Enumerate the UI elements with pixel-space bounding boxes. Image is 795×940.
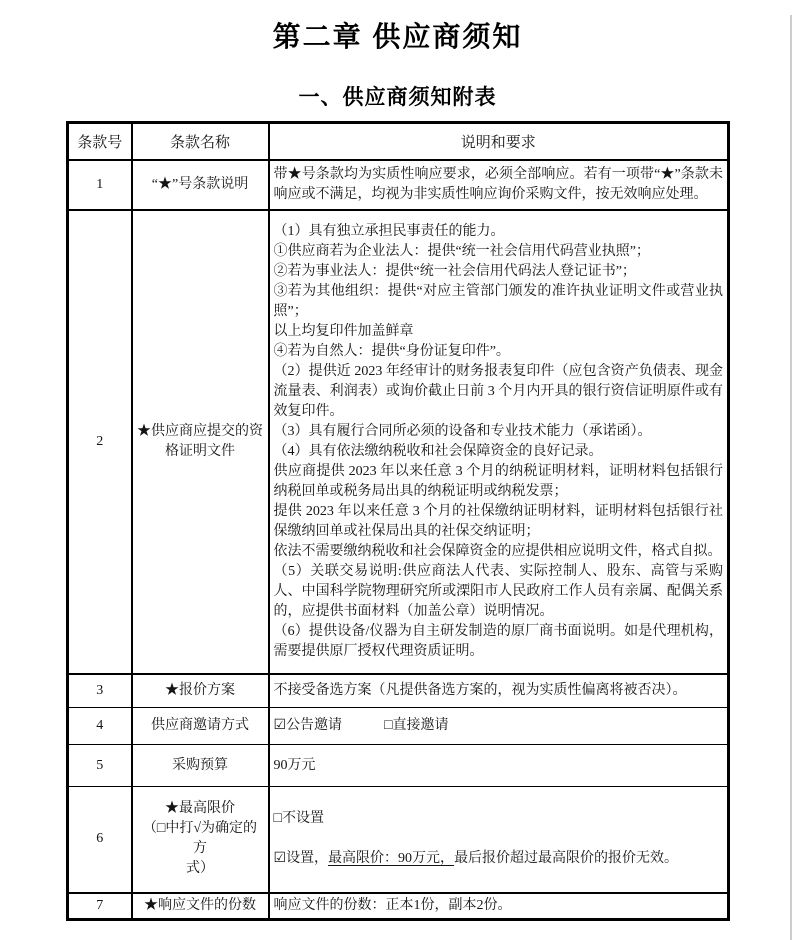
content-text: 最后报价超过最高限价的报价无效。 — [454, 851, 679, 867]
header-cell-requirements: 说明和要求 — [269, 123, 729, 160]
checkbox-unchecked-icon: □ — [384, 718, 393, 733]
clause-content-cell — [269, 787, 729, 893]
content-text: （6）提供设备/仪器为自主研发制造的原厂商书面说明。如是代理机构，需要提供原厂授权代理资质证明。 — [273, 623, 723, 659]
section-title: 一、供应商须知附表 — [298, 86, 497, 109]
content-line — [274, 829, 724, 849]
clause-number-cell: 4 — [68, 708, 132, 745]
header-cell-clause-name: 条款名称 — [132, 123, 269, 160]
clause-name-cell — [132, 893, 269, 920]
content-text: ④若为自然人：提供“身份证复印件”。 — [273, 343, 510, 359]
clause-name-line: （□中打√为确定的方 — [142, 821, 258, 857]
content-line — [274, 562, 724, 622]
clause-name-line: 式） — [186, 861, 214, 877]
clause-name-line: ★供应商应提交的资 — [137, 423, 263, 439]
content-line — [274, 849, 724, 869]
clause-name-cell — [132, 787, 269, 893]
content-line — [274, 716, 724, 736]
clause-content-cell — [269, 160, 729, 210]
content-line — [274, 322, 724, 342]
content-line — [274, 362, 724, 422]
content-text: （5）关联交易说明:供应商法人代表、实际控制人、股东、高管与采购人、中国科学院物理研究所或溧阳市人民政府工作人员有亲属、配偶关系的，应提供书面材料（加盖公章）说明情况。 — [273, 563, 723, 619]
table-row — [68, 708, 729, 745]
clause-name-line: “★”号条款说明 — [151, 176, 249, 192]
content-text: 带★号条款均为实质性响应要求，必须全部响应。若有一项带“★”条款未响应或不满足，均视为非实质性响应询价采购文件，按无效响应处理。 — [273, 166, 723, 202]
table-row — [68, 160, 729, 210]
table-row — [68, 893, 729, 920]
clause-number-cell: 6 — [68, 787, 132, 893]
content-line — [274, 681, 724, 701]
content-text: （2）提供近 2023 年经审计的财务报表复印件（应包含资产负债表、现金流量表、利润表）或询价截止日前 3 个月内开具的银行资信证明原件或有效复印件。 — [273, 363, 723, 419]
content-line — [274, 462, 724, 502]
content-text: 不接受备选方案（凡提供备选方案的，视为实质性偏离将被否决）。 — [273, 682, 687, 698]
clause-name-cell — [132, 674, 269, 708]
content-text: （1）具有独立承担民事责任的能力。 — [273, 223, 505, 239]
clause-name-cell — [132, 160, 269, 210]
chapter-title: 第二章 供应商须知 — [272, 21, 523, 52]
table-row — [68, 787, 729, 893]
content-text: 直接邀请 — [392, 718, 449, 733]
header-cell-clause-no: 条款号 — [68, 123, 132, 160]
document-page — [0, 15, 795, 921]
table-row — [68, 210, 729, 674]
table-row — [68, 745, 729, 787]
supplier-notice-table — [66, 121, 730, 921]
content-line — [274, 165, 724, 205]
content-text: 响应文件的份数：正本1份，副本2份。 — [273, 897, 512, 913]
clause-content-cell — [269, 674, 729, 708]
checkbox-checked-icon: ☑ — [273, 851, 287, 867]
content-text: （4）具有依法缴纳税收和社会保障资金的良好记录。 — [273, 443, 603, 459]
content-line — [274, 262, 724, 282]
clause-name-line: ★最高限价 — [165, 801, 235, 817]
clause-name-cell — [132, 210, 269, 674]
content-line — [274, 222, 724, 242]
clause-name-cell — [132, 708, 269, 745]
content-text: （3）具有履行合同所必须的设备和专业技术能力（承诺函）。 — [273, 423, 652, 439]
clause-name-cell — [132, 745, 269, 787]
checkbox-checked-icon: ☑ — [273, 718, 287, 733]
clause-number-cell: 5 — [68, 745, 132, 787]
clause-content-cell — [269, 745, 729, 787]
content-text: 提供 2023 年以来任意 3 个月的社保缴纳证明材料，证明材料包括银行社保缴纳回单或社保局出具的社保交纳证明； — [273, 503, 723, 539]
checkbox-unchecked-icon: □ — [273, 811, 282, 827]
clause-name-line: ★响应文件的份数 — [144, 897, 256, 913]
content-line — [274, 342, 724, 362]
clause-number-cell: 2 — [68, 210, 132, 674]
clause-name-line: 供应商邀请方式 — [151, 718, 249, 733]
table-header-row — [68, 123, 729, 160]
content-text: 不设置 — [281, 811, 324, 827]
content-text: 供应商提供 2023 年以来任意 3 个月的纳税证明材料，证明材料包括银行纳税回单或税务局出具的纳税证明或纳税发票； — [273, 463, 723, 499]
content-text: 公告邀请 — [286, 718, 385, 733]
content-line — [274, 282, 724, 322]
clause-number-cell: 7 — [68, 893, 132, 920]
content-line — [274, 756, 724, 776]
content-text: 90万元 — [273, 757, 316, 773]
clause-number-cell: 1 — [68, 160, 132, 210]
page-edge-line — [790, 15, 792, 940]
content-line — [274, 442, 724, 462]
content-line — [274, 502, 724, 542]
content-line — [274, 542, 724, 562]
content-text: ③若为其他组织：提供“对应主管部门颁发的准许执业证明文件或营业执照”； — [273, 283, 723, 319]
content-text: 依法不需要缴纳税收和社会保障资金的应提供相应说明文件，格式自拟。 — [273, 543, 722, 559]
clause-content-cell — [269, 893, 729, 920]
clause-name-line: 格证明文件 — [165, 443, 235, 459]
clause-name-line: ★报价方案 — [165, 682, 235, 698]
content-text: 最高限价：90万元， — [328, 851, 455, 867]
content-text: 设置， — [286, 851, 329, 867]
content-line — [274, 809, 724, 829]
content-line — [274, 622, 724, 662]
content-line — [274, 422, 724, 442]
content-line — [274, 896, 724, 916]
clause-number-cell: 3 — [68, 674, 132, 708]
table-row — [68, 674, 729, 708]
content-line — [274, 242, 724, 262]
content-text: ①供应商若为企业法人：提供“统一社会信用代码营业执照”； — [273, 243, 650, 259]
clause-content-cell — [269, 210, 729, 674]
content-text: 以上均复印件加盖鲜章 — [273, 323, 414, 339]
content-text: ②若为事业法人：提供“统一社会信用代码法人登记证书”； — [273, 263, 636, 279]
clause-content-cell — [269, 708, 729, 745]
clause-name-line: 采购预算 — [172, 757, 228, 773]
clause-table-body — [68, 160, 729, 920]
